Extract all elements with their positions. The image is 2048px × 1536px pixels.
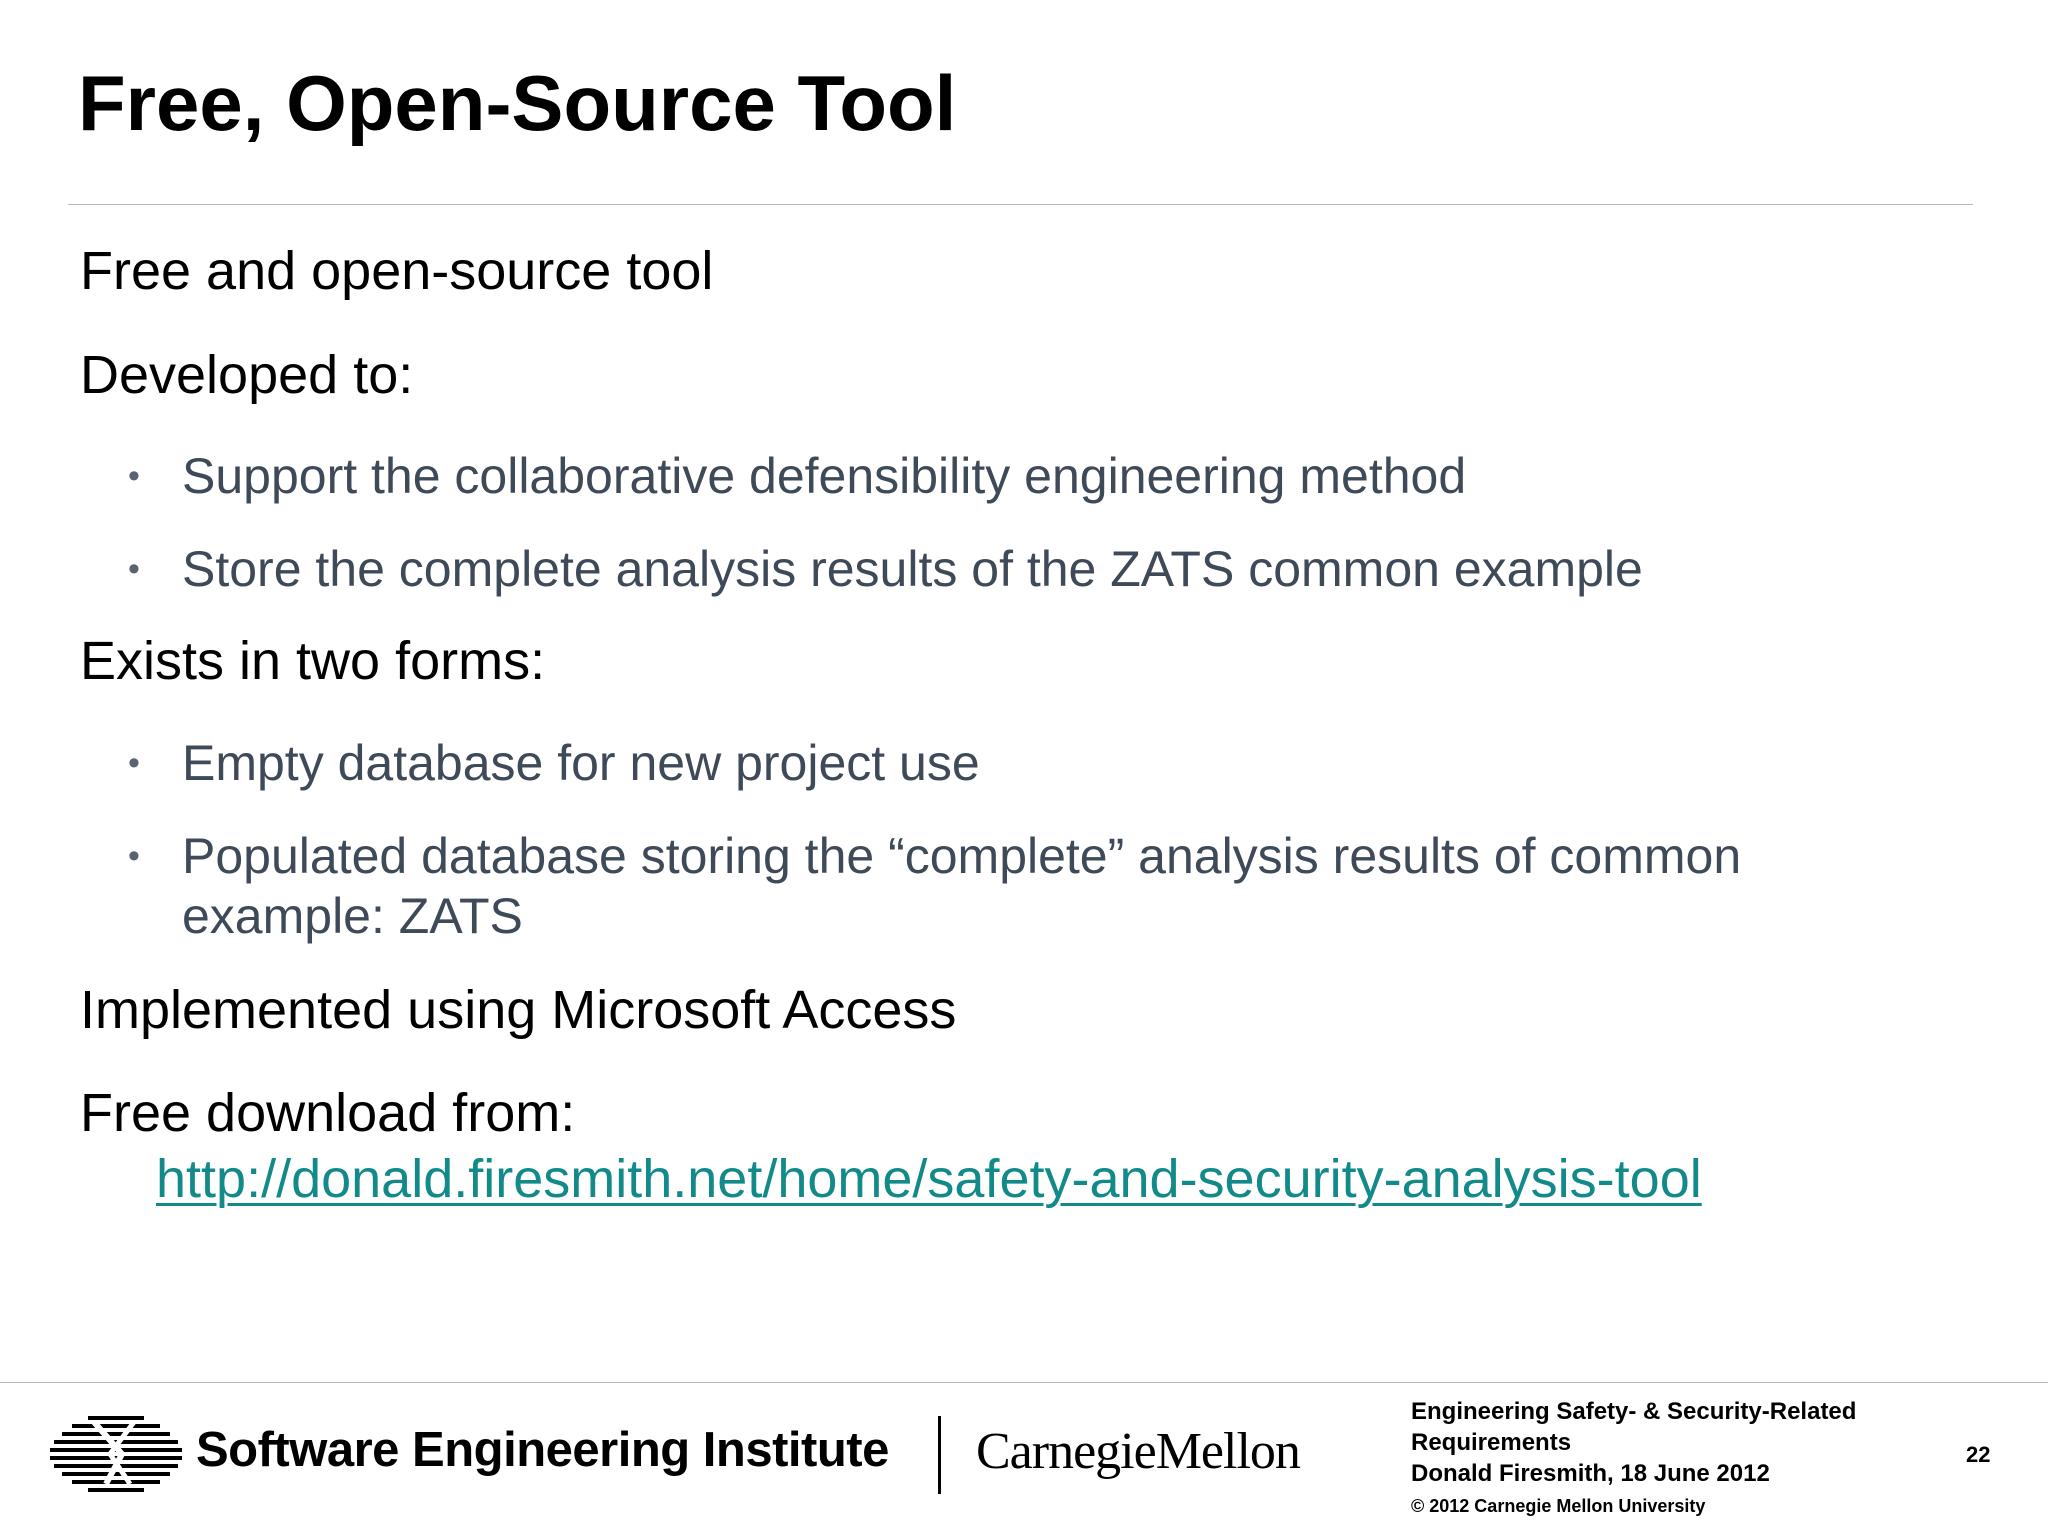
bullet-icon: • <box>128 550 140 588</box>
slide-title: Free, Open-Source Tool <box>78 59 957 147</box>
body-line-exists-two-forms: Exists in two forms: <box>80 631 546 691</box>
download-link[interactable]: http://donald.firesmith.net/home/safety-and-security-analysis-tool <box>156 1149 1702 1209</box>
bullet-text: Store the complete analysis results of the ZATS common example <box>182 541 1643 597</box>
logo-divider <box>938 1416 941 1494</box>
bullet-text: example: ZATS <box>182 888 523 944</box>
bullet-icon: • <box>128 457 140 495</box>
body-line-free-download: Free download from: <box>80 1083 576 1143</box>
bullet-text: Support the collaborative defensibility engineering method <box>182 448 1467 504</box>
bullet-icon: • <box>128 744 140 782</box>
bullet-icon: • <box>128 837 140 875</box>
bullet-text: Populated database storing the “complete” analysis results of common <box>182 828 1742 884</box>
body-line-developed-to: Developed to: <box>80 345 414 405</box>
sei-logo-icon <box>50 1414 182 1492</box>
body-line-implemented-access: Implemented using Microsoft Access <box>80 980 957 1040</box>
footer-info-line: Engineering Safety- & Security-Related <box>1411 1398 1857 1425</box>
footer-divider <box>0 1382 2048 1383</box>
body-line-free-open-source: Free and open-source tool <box>80 241 714 301</box>
cmu-wordmark: CarnegieMellon <box>976 1423 1300 1480</box>
copyright: © 2012 Carnegie Mellon University <box>1411 1496 1706 1516</box>
footer-info-line: Requirements <box>1411 1429 1572 1456</box>
footer-info <box>1411 1396 1856 1489</box>
title-divider <box>68 204 1973 205</box>
bullet-text: Empty database for new project use <box>182 735 980 791</box>
footer-info-line: Donald Firesmith, 18 June 2012 <box>1411 1460 1770 1487</box>
page-number: 22 <box>1966 1442 1991 1467</box>
sei-name: Software Engineering Institute <box>196 1423 889 1477</box>
